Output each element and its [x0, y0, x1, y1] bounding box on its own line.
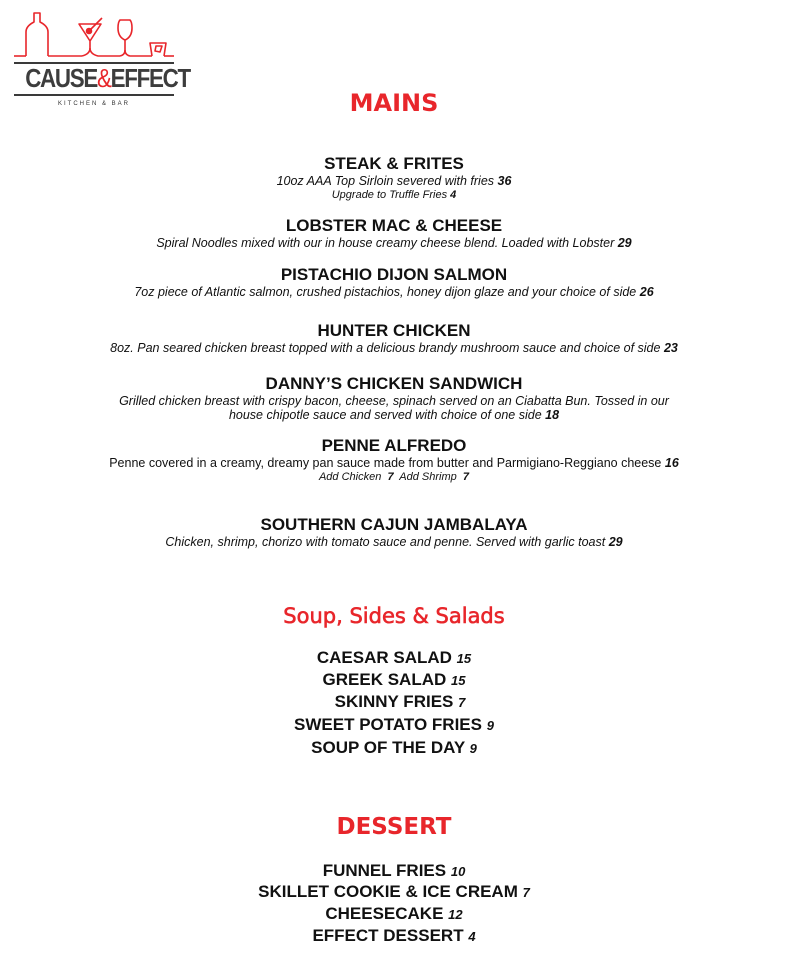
item-name: PISTACHIO DIJON SALMON	[280, 265, 508, 284]
item-name: PENNE ALFREDO	[321, 436, 467, 455]
item-name: HUNTER CHICKEN	[317, 321, 471, 340]
item-description: Grilled chicken breast with crispy bacon, cheese, spinach served on an Ciabatta Bun. Tossed in our house chipotle sauce and served with choice of one side 18	[119, 394, 669, 422]
item-description: 8oz. Pan seared chicken breast topped with a delicious brandy mushroom sauce and choice of side 23	[110, 341, 678, 355]
item-name: STEAK & FRITES	[324, 154, 464, 173]
upgrade-price: 4	[450, 189, 457, 201]
section-title-dessert: DESSERT	[336, 814, 452, 840]
menu-item-jambalaya	[0, 515, 788, 549]
bar-glassware-icon	[12, 10, 176, 62]
dessert-item: EFFECT DESSERT 4	[312, 926, 476, 945]
menu-item-steak-frites	[0, 154, 788, 202]
item-name: DANNY’S CHICKEN SANDWICH	[265, 374, 523, 393]
brand-name: CAUSE&EFFECT	[25, 63, 190, 93]
menu-item-pistachio-salmon	[0, 265, 788, 299]
dessert-item: CHEESECAKE 12	[325, 904, 463, 923]
item-description: Chicken, shrimp, chorizo with tomato sauce and penne. Served with garlic toast 29	[165, 535, 623, 549]
item-price: 36	[497, 174, 512, 188]
menu-item-dannys-sandwich	[0, 374, 788, 422]
item-name: LOBSTER MAC & CHEESE	[285, 216, 503, 235]
item-description: 7oz piece of Atlantic salmon, crushed pistachios, honey dijon glaze and your choice of side 26	[134, 285, 654, 299]
side-item: SOUP OF THE DAY 9	[311, 738, 477, 757]
item-upgrade: Upgrade to Truffle Fries 4	[331, 189, 457, 201]
item-price: 29	[617, 236, 632, 250]
item-description: 10oz AAA Top Sirloin severed with fries 36	[276, 174, 512, 188]
side-item: SWEET POTATO FRIES 9	[294, 715, 494, 734]
dessert-item: SKILLET COOKIE & ICE CREAM 7	[258, 882, 530, 901]
dessert-item: FUNNEL FRIES 10	[322, 861, 466, 880]
item-price: 26	[639, 285, 654, 299]
item-price: 18	[545, 408, 560, 422]
side-item: GREEK SALAD 15	[322, 670, 466, 689]
menu-item-lobster-mac	[0, 216, 788, 250]
item-name: SOUTHERN CAJUN JAMBALAYA	[260, 515, 528, 534]
item-price: 29	[608, 535, 623, 549]
item-price: 16	[664, 456, 679, 470]
item-description: Spiral Noodles mixed with our in house creamy cheese blend. Loaded with Lobster 29	[156, 236, 632, 250]
section-title-sides: Soup, Sides & Salads	[283, 604, 505, 628]
item-description: Penne covered in a creamy, dreamy pan sauce made from butter and Parmigiano-Reggiano cheese 16	[109, 456, 679, 470]
menu-item-hunter-chicken	[0, 321, 788, 355]
section-title-mains: MAINS	[349, 89, 439, 117]
item-addons: Add Chicken 7 Add Shrimp 7	[318, 471, 470, 483]
side-item: CAESAR SALAD 15	[316, 648, 472, 667]
menu-item-penne-alfredo	[0, 436, 788, 484]
item-price: 23	[663, 341, 678, 355]
side-item: SKINNY FRIES 7	[334, 692, 466, 711]
brand-tagline: KITCHEN & BAR	[57, 101, 130, 107]
